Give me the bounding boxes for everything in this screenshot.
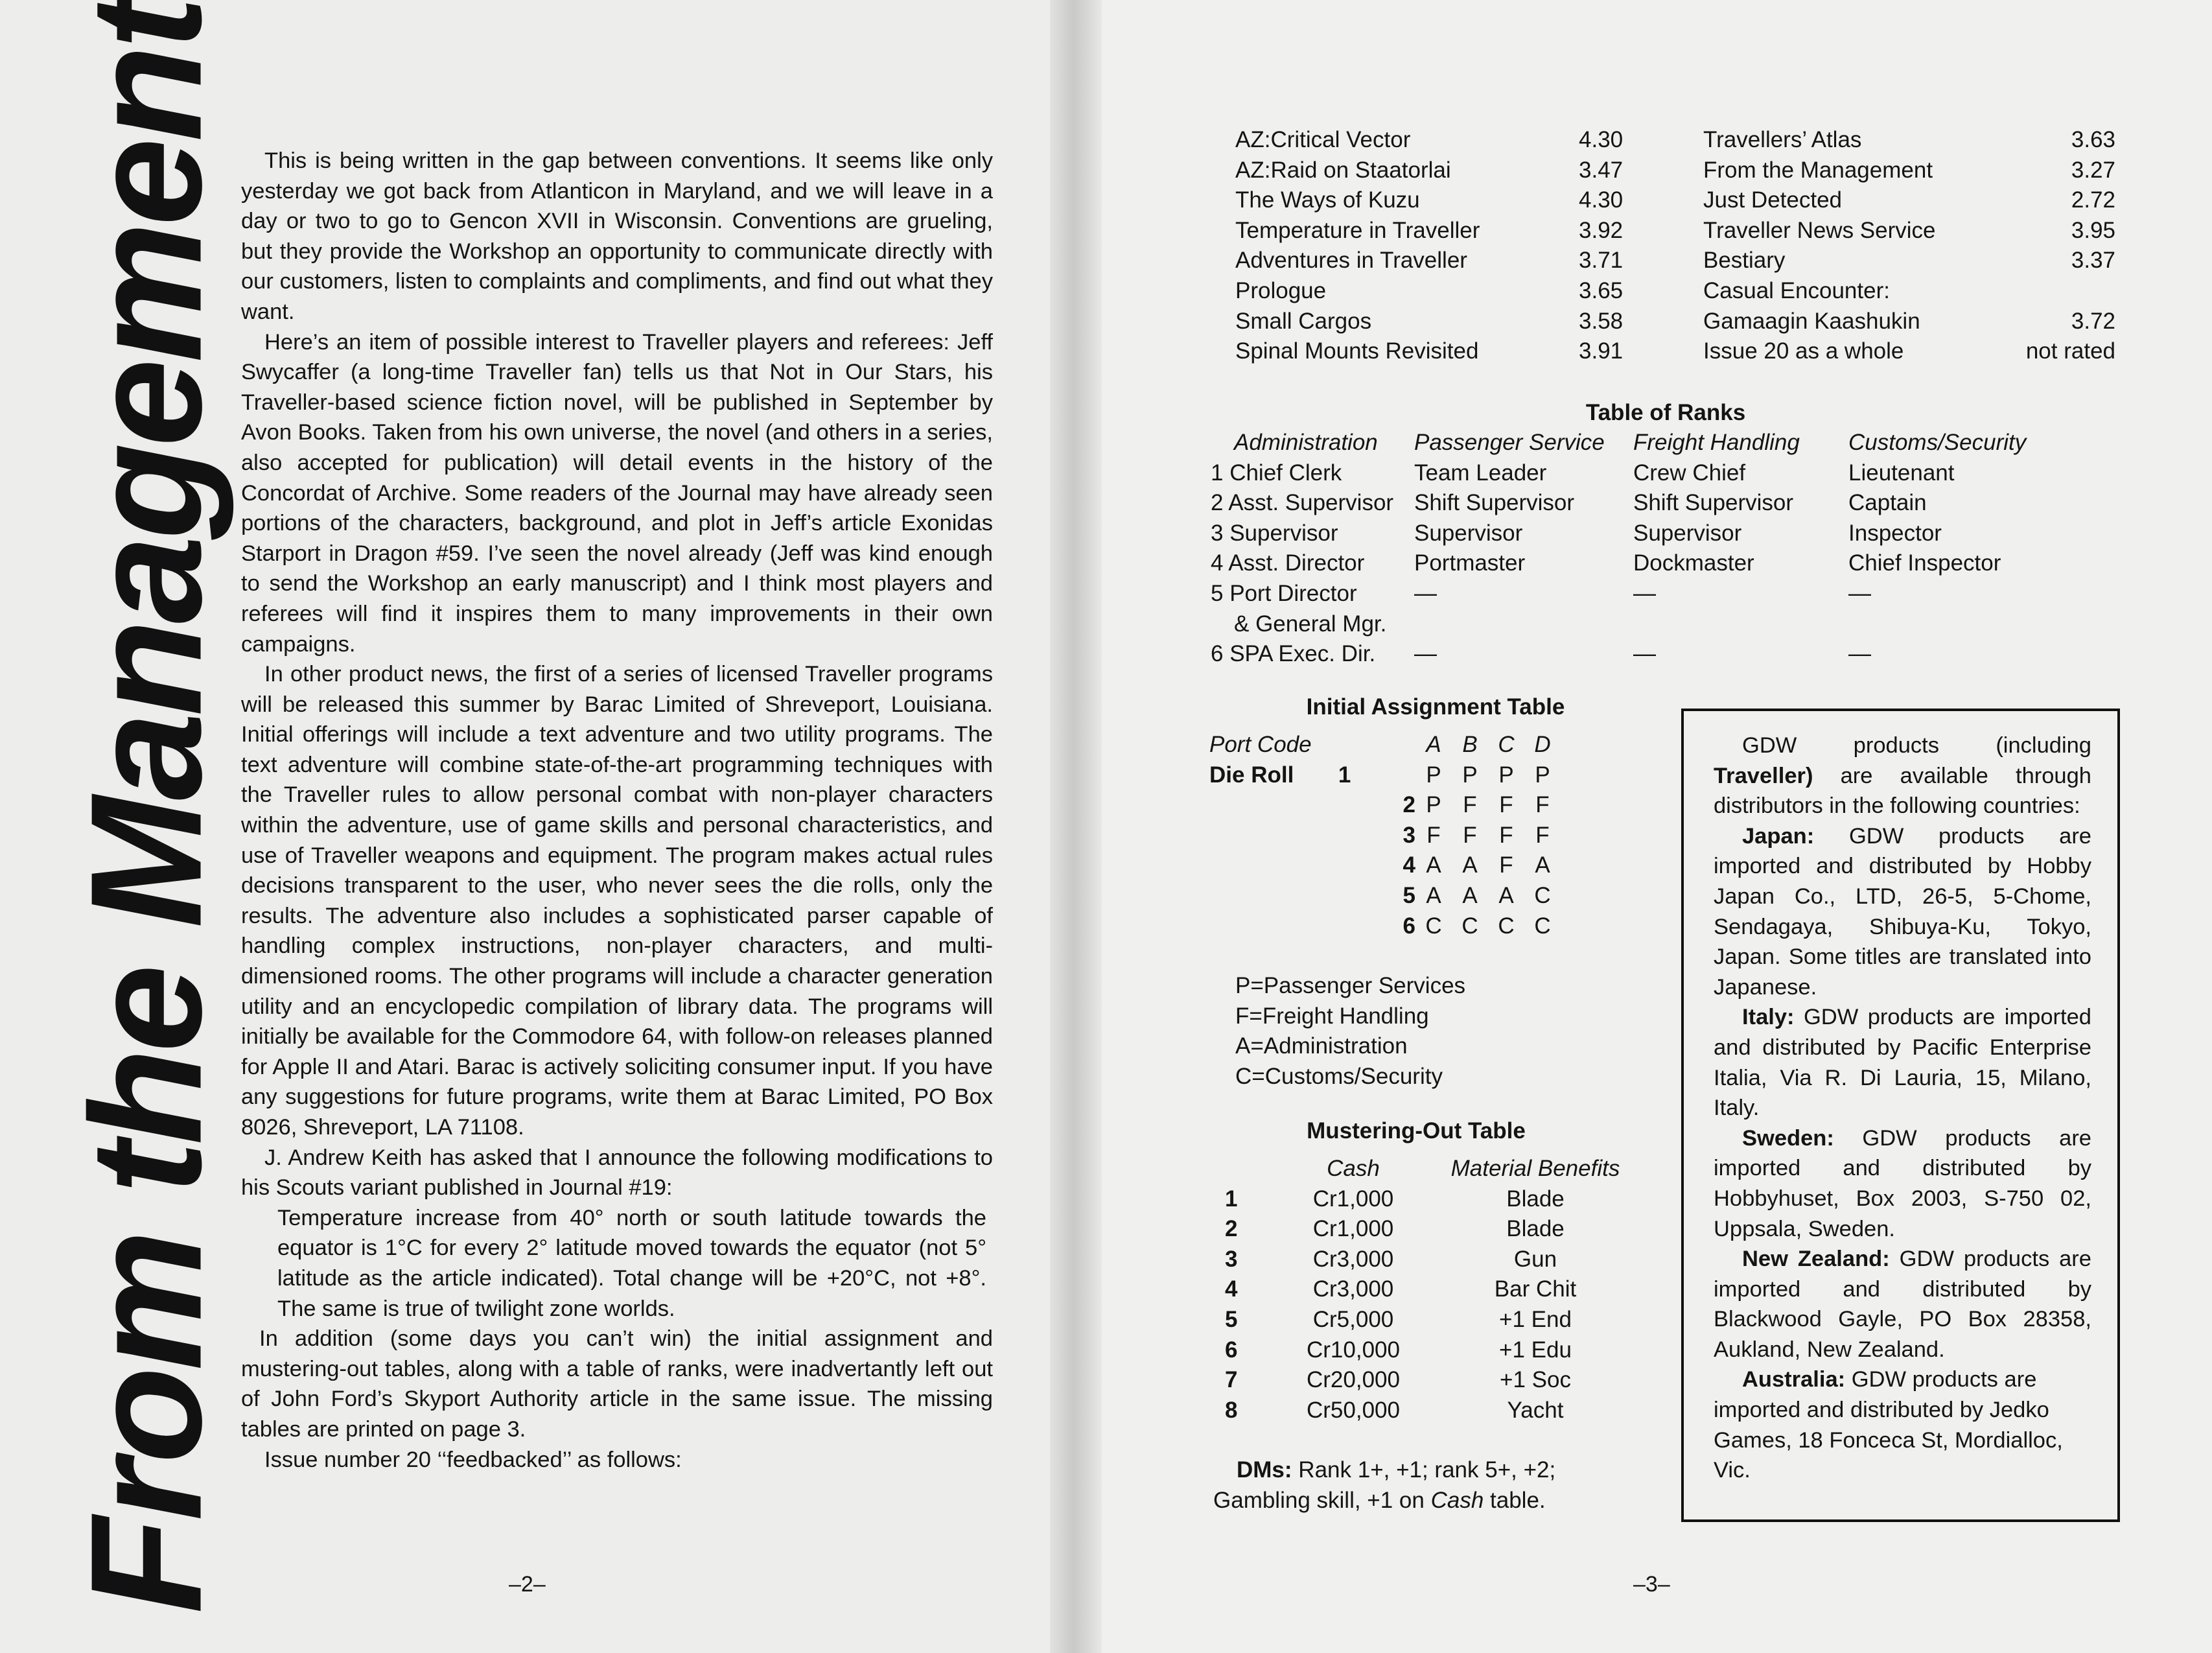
left-page — [0, 0, 1050, 1653]
table-row: Gamaagin Kaashukin 3.72 — [1703, 308, 2115, 334]
distributor-entry: Japan: GDW products are imported and distributed by Hobby Japan Co., LTD, 26-5, 5-Chome, Sendagaya, Shibuya-Ku, Tokyo, Japan. Some titles are translated into Japanese. — [1714, 823, 2091, 1000]
paragraph: In other product news, the first of a series of licensed Traveller programs will be released this summer by Barac Limited of Shreveport, Louisiana. Initial offerings will include a text adventure and two utility programs. The text adventure will combine state-of-the-art programming techniques with the Traveller rules to allow personal combat with non-player characters within the adventure, use of game skills and personal characteristics, and use of Traveller weapons and equipment. The program makes actual rules decisions transparent to the user, who never sees the die rolls, only the results. The adventure also includes a sophisticated parser capable of handling complex instructions, non-player characters, and multi-dimensioned rooms. The other programs will include a character generation utility and an encyclopedic compilation of library data. The programs will initially be available for the Commodore 64, with follow-on releases planned for Apple II and Atari. Barac is actively soliciting consumer input. If you have any suggestions for future programs, write them at Barac Limited, PO Box 8026, Shreveport, LA 71108. — [241, 662, 993, 1140]
table-row: Travellers’ Atlas 3.63 — [1703, 127, 2115, 152]
feedback-left-rows — [1235, 125, 1623, 367]
table-row: 5 Cr5,000 +1 End — [1225, 1306, 1572, 1332]
table-row: 5 A A A C — [1403, 882, 1551, 908]
table-row: Spinal Mounts Revisited 3.91 — [1235, 338, 1624, 364]
assignment-legend — [1235, 971, 1465, 1092]
mustering-title: Mustering-Out Table — [1307, 1118, 1526, 1143]
table-row: Adventures in Traveller 3.71 — [1235, 248, 1624, 274]
table-row: 2 Asst. Supervisor Shift Supervisor Shift Supervisor Captain — [1211, 490, 1927, 516]
article-body — [241, 146, 993, 1475]
table-row: The Ways of Kuzu 4.30 — [1235, 187, 1624, 213]
table-row: 4 A A F A — [1403, 852, 1550, 878]
paragraph: This is being written in the gap between conventions. It seems like only yesterday we got back from Atlanticon in Maryland, and we will leave in a day or two to go to Gencon XVII in Wisconsin. Conventions are grueling, but they provide the Workshop an opportunity to communicate directly with our customers, listen to complaints and compliments, and find out what they want. — [241, 148, 993, 324]
paragraph: J. Andrew Keith has asked that I announce the following modifications to his Scouts variant published in Journal #19: — [241, 1145, 993, 1201]
table-row: Issue 20 as a whole not rated — [1703, 338, 2115, 364]
table-row: Casual Encounter: — [1703, 277, 1890, 303]
table-row: Temperature in Traveller 3.92 — [1235, 217, 1624, 243]
table-row: Bestiary 3.37 — [1703, 248, 2115, 274]
assignment-header-row: Port Code A B C D — [1209, 732, 1551, 757]
table-row: 6 C C C C — [1403, 913, 1551, 939]
table-row: 4 Asst. Director Portmaster Dockmaster Chief Inspector — [1211, 550, 2001, 576]
mustering-header-row: Cash Material Benefits — [1327, 1156, 1620, 1181]
table-row: AZ:Critical Vector 4.30 — [1235, 127, 1624, 152]
distributors-intro: GDW products (including Traveller) are available through distributors in the following countries: — [1714, 733, 2091, 819]
table-row: 7 Cr20,000 +1 Soc — [1225, 1367, 1571, 1393]
binding-gutter — [1050, 0, 1102, 1653]
paragraph: Here’s an item of possible interest to Traveller players and referees: Jeff Swycaffer (a long-time Traveller fan) tells us that Not in Our Stars, his Traveller-based science fiction novel, will be published in September by Avon Books. Taken from his own universe, the novel (and others in a series, also accepted for publication) will detail events in the history of the Concordat of Archive. Some readers of the Journal may have already seen portions of the characters, background, and plot in Jeff’s article Exonidas Starport in Dragon #59. I’ve seen the novel already (Jeff was kind enough to send the Workshop an early manuscript) and I think most players and referees will find it inspires them to many improvements in their own campaigns. — [241, 329, 993, 657]
table-row: 3 Supervisor Supervisor Supervisor Inspector — [1211, 520, 1942, 546]
table-row: 3 Cr3,000 Gun — [1225, 1246, 1557, 1272]
distributor-entry: Sweden: GDW products are imported and distributed by Hobbyhuset, Box 2003, S-750 02, Uppsala, Sweden. — [1714, 1125, 2091, 1241]
page-title: From the Management — [57, 0, 235, 1614]
table-row: 2 Cr1,000 Blade — [1225, 1216, 1565, 1242]
assignment-table — [1209, 730, 1561, 941]
ranks-table — [1211, 428, 2026, 670]
distributor-entry: Australia: GDW products are imported and distributed by Jedko Games, 18 Fonceca St, Mordialloc, Vic. — [1714, 1367, 2063, 1483]
legend-item: F=Freight Handling — [1235, 1003, 1429, 1029]
table-row: 1 Cr1,000 Blade — [1225, 1186, 1565, 1212]
table-row: Traveller News Service 3.95 — [1703, 217, 2115, 243]
assignment-title: Initial Assignment Table — [1306, 694, 1565, 720]
page-number: –3– — [1633, 1572, 1670, 1597]
table-row: & General Mgr. — [1234, 611, 1387, 637]
table-row: Small Cargos 3.58 — [1235, 308, 1624, 334]
table-row: Die Roll 1 P P P P — [1209, 762, 1550, 788]
table-row: Just Detected 2.72 — [1703, 187, 2115, 213]
table-row: 6 Cr10,000 +1 Edu — [1225, 1337, 1572, 1363]
table-row: 1 Chief Clerk Team Leader Crew Chief Lieutenant — [1211, 460, 1955, 486]
page-number: –2– — [509, 1572, 546, 1597]
feedback-ratings-right — [1703, 125, 2115, 367]
dms-label: DMs: — [1237, 1457, 1292, 1483]
table-row: From the Management 3.27 — [1703, 157, 2115, 183]
table-row: 2 P F F F — [1403, 792, 1550, 818]
ranks-title: Table of Ranks — [1585, 400, 1746, 425]
table-row: Prologue 3.65 — [1235, 277, 1624, 303]
mustering-dms: DMs: Rank 1+, +1; rank 5+, +2; Gambling skill, +1 on Cash table. — [1213, 1457, 1556, 1513]
table-row: 3 F F F F — [1403, 822, 1550, 848]
distributors-box — [1681, 709, 2120, 1522]
paragraph: Issue number 20 ‘‘feedbacked’’ as follows: — [264, 1447, 682, 1472]
vertical-title — [57, 0, 235, 1614]
mustering-table — [1225, 1154, 1641, 1425]
ranks-header-row: Administration Passenger Service Freight Handling Customs/Security — [1234, 430, 2027, 455]
table-row: 6 SPA Exec. Dir. — — — — [1211, 641, 1871, 667]
table-row: AZ:Raid on Staatorlai 3.47 — [1235, 157, 1624, 183]
distributor-entry: Italy: GDW products are imported and distributed by Pacific Enterprise Italia, Via R. Di Lauria, 15, Milano, Italy. — [1714, 1005, 2091, 1121]
table-row: 5 Port Director — — — — [1211, 580, 1871, 606]
paragraph: In addition (some days you can’t win) the initial assignment and mustering-out tables, along with a table of ranks, were inadvertantly left out of John Ford’s Skyport Authority article in the same issue. The missing tables are printed on page 3. — [241, 1326, 993, 1442]
feedback-ratings-left — [1235, 125, 1623, 367]
quoted-correction: Temperature increase from 40° north or south latitude towards the equator is 1°C for every 2° latitude moved towards the equator (not 5° latitude as the article indicated). Total change will be +20°C, not +8°. The same is true of twilight zone worlds. — [277, 1205, 986, 1321]
legend-item: P=Passenger Services — [1235, 973, 1466, 998]
legend-item: A=Administration — [1235, 1033, 1408, 1059]
distributor-entry: New Zealand: GDW products are imported and distributed by Blackwood Gayle, PO Box 28358, Aukland, New Zealand. — [1714, 1247, 2091, 1362]
die-roll-label: Die Roll — [1209, 762, 1294, 788]
feedback-right-rows — [1703, 125, 2115, 367]
table-row: 4 Cr3,000 Bar Chit — [1225, 1276, 1577, 1302]
table-row: 8 Cr50,000 Yacht — [1225, 1397, 1564, 1423]
legend-item: C=Customs/Security — [1235, 1063, 1443, 1089]
